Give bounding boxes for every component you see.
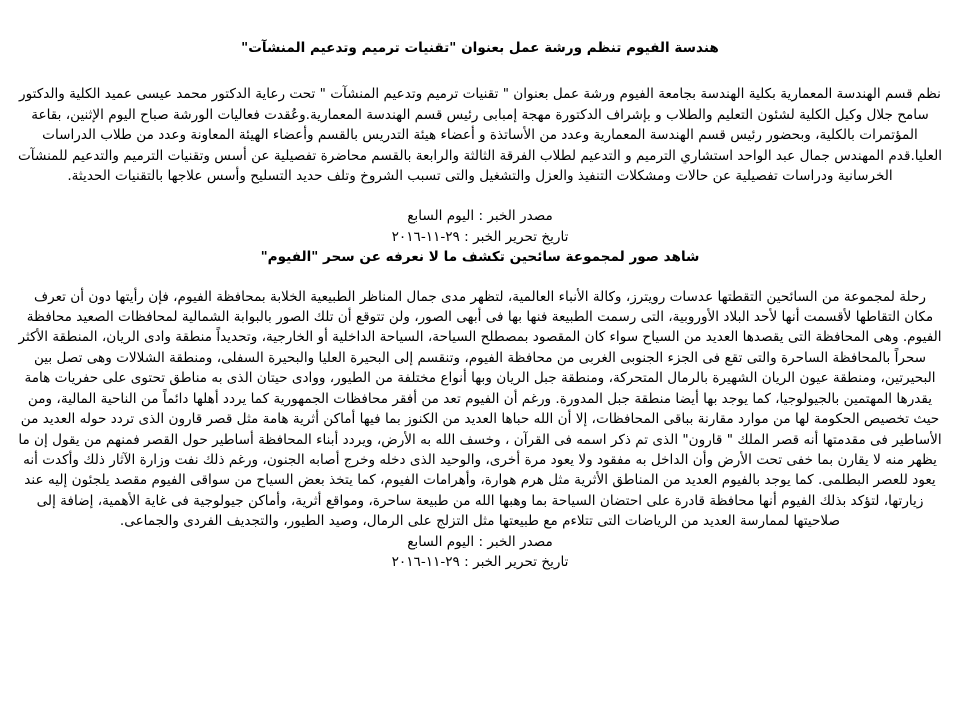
spacer <box>18 268 942 287</box>
article-1-source: مصدر الخبر : اليوم السابع <box>407 208 553 225</box>
article-2-date: تاريخ تحرير الخبر : ٢٩-١١-٢٠١٦ <box>391 553 569 570</box>
article-2-body: رحلة لمجموعة من السائحين التقطتها عدسات رويترز، وكالة الأنباء العالمية، لتظهر مدى جمال المناظر الطبيعية الخلابة بمحافظة الفيوم، فإن رأيتها دون أن تعرف مكان التقاطها لأقسمت أنها لأحد البلاد الأوروبية، التى رسمت الطبيعة فنها بها فى أبهى الصور، ولن تتوقع أن تلك الصور بالبوابة الشمالية لمحافظات الصعيد محافظة الفيوم. وهى المحافظة التى يقصدها العديد من السياح سواء كان المقصود بمصطلح السياحة، السياحة الداخلية أو الخارجية، وتحديداً منطقة وادى الريان، المنطقة الأكثر سحراً بالمحافظة الساحرة والتى تقع فى الجزء الجنوبى الغربى من محافظة الفيوم، وتنقسم إلى البحيرة العليا والبحيرة السفلى، ومنطقة الشلالات وهى تصل بين البحيرتين، ومنطقة عيون الريان الشهيرة بالرمال المتحركة، ومنطقة جبل الريان وبها أنواع مختلفة من الطيور، ووادى حيتان الذى به مناطق تحتوى على حفريات هامة يقدرها المهتمين بالجيولوجيا، كما يوجد بها أيضا منطقة جبل المدورة. ورغم أن الفيوم تعد من أفقر محافظات الجمهورية كما يردد أهلها دائماً من الناحية المالية، ومن حيث تخصيص الحكومة لها من موارد مقارنة بباقى المحافظات، إلا أن الله حباها العديد من الكنوز بما فيها أماكن أثرية هامة مثل قصر قارون الذى تردد حوله العديد من الأساطير فى مقدمتها أنه قصر الملك " قارون" الذى تم ذكر اسمه فى القرآن ، وخسف الله به الأرض، ويردد أبناء المحافظة أساطير حول القصر فمنهم من يقول إن ما يظهر منه لا يقارن بما خفى تحت الأرض وأن الداخل به مفقود ولا يعود مرة أخرى، والوحيد الذى دخله وخرج أصابه الجنون، ورغم ذلك نفت وزارة الآثار ذلك وأكدت أنه يعود للعصر البطلمى. كما يوجد بالفيوم العديد من المناطق الأثرية مثل هرم هوارة، وأهرامات الفيوم، كما يتخذ بعض السياح من سواقى الفيوم مقصد يلجئون إليه عند زيارتها، لتؤكد بذلك الفيوم أنها محافظة قادرة على احتضان السياحة بما وهبها الله من طبيعة ساحرة، ومواقع أثرية، وأماكن جيولوجية فى غاية الأهمية، إضافة إلى صلاحيتها لممارسة العديد من الرياضات التى تتلاءم مع طبيعتها مثل التزلج على الرمال، وصيد الطيور، والتجديف الفردى والجماعى. <box>18 288 942 530</box>
spacer <box>18 186 942 206</box>
article-1-title: هندسة الفيوم تنظم ورشة عمل بعنوان "تقنيات ترميم وتدعيم المنشآت" <box>241 40 719 56</box>
spacer <box>18 58 942 84</box>
article-2-title: شاهد صور لمجموعة سائحين تكشف ما لا نعرفه عن سحر "الفيوم" <box>260 249 700 266</box>
article-1-body: نظم قسم الهندسة المعمارية بكلية الهندسة بجامعة الفيوم ورشة عمل بعنوان " تقنيات ترميم وتدعيم المنشآت " تحت رعاية الدكتور محمد عيسى عميد الكلية والدكتور سامح جلال وكيل الكلية لشئون التعليم والطلاب و بإشراف الدكتورة مهجة إمبابى رئيس قسم الهندسة المعمارية.وعُقدت فعاليات الورشة صباح اليوم الإثنين، بقاعة المؤتمرات بالكلية، وبحضور رئيس قسم الهندسة المعمارية وعدد من الأساتذة و أعضاء هيئة التدريس بالقسم وأعضاء الهيئة المعاونة وعدد من طلاب الدراسات العليا.قدم المهندس جمال عبد الواحد استشاري الترميم و التدعيم لطلاب الفرقة الثالثة والرابعة بالقسم محاضرة تفصيلية عن أسس وتقنيات الترميم والتدعيم للمنشآت الخرسانية ودراسات تفصيلية عن حالات ومشكلات التنفيذ والعزل والتشغيل والتى تسبب الشروخ وتلف حديد التسليح وأسس علاجها بالتقنيات الحديثة. <box>18 86 942 185</box>
document-page <box>18 38 942 572</box>
article-1-date: تاريخ تحرير الخبر : ٢٩-١١-٢٠١٦ <box>391 228 569 245</box>
article-2-source: مصدر الخبر : اليوم السابع <box>407 533 553 550</box>
